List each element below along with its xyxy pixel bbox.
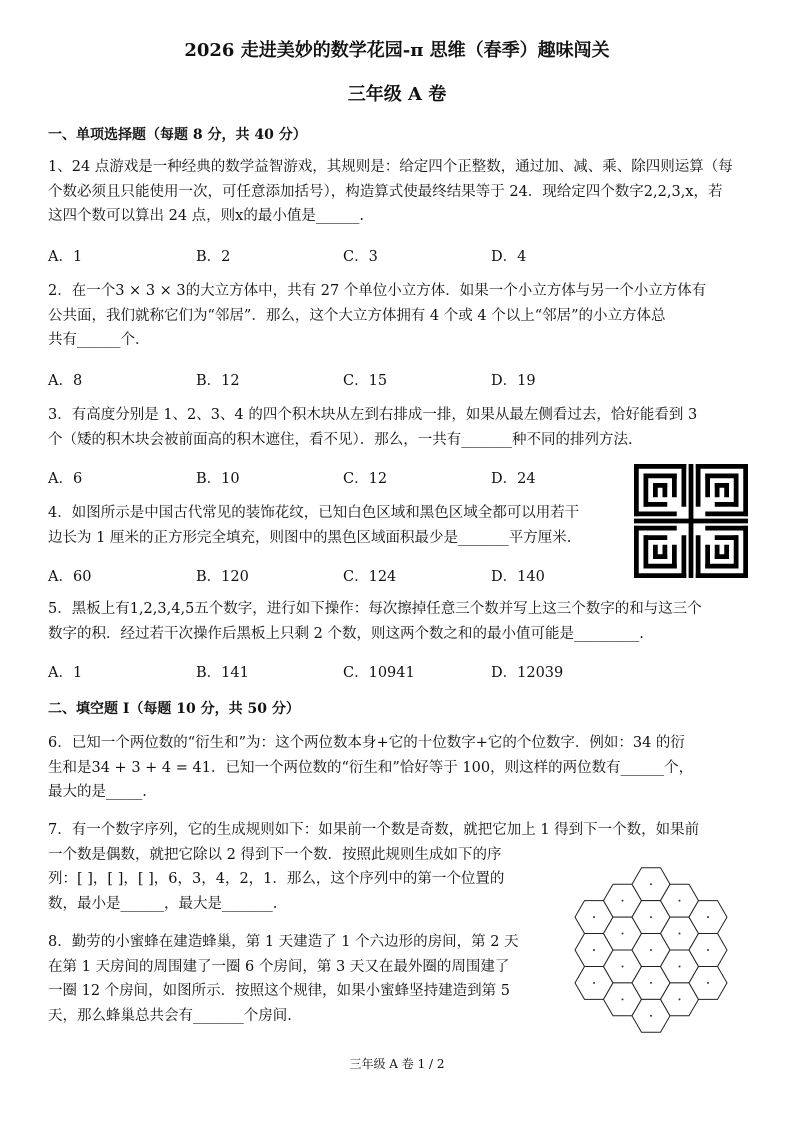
q1-option-b: B．2 [196, 249, 231, 265]
q5-option-d: D．12039 [491, 665, 564, 681]
q3-line-1: 3．有高度分别是 1、2、3、4 的四个积木块从左到右排成一排，如果从最左侧看过去，恰好能看到 3 [48, 407, 698, 423]
question-2 [48, 279, 706, 353]
honeycomb-cell-mark [679, 900, 681, 902]
q3-line-2: 个（矮的积木块会被前面高的积木遮住，看不见）．那么，一共有_______种不同的排列方法. [48, 431, 633, 448]
q7-line-4: 数，最小是______，最大是_______. [48, 895, 278, 912]
honeycomb-cell-mark [707, 949, 709, 951]
honeycomb-cell-mark [622, 900, 624, 902]
page-title: 2026 走进美妙的数学花园-π 思维（春季）趣味闯关 [184, 40, 610, 61]
q5-option-c: C．10941 [343, 665, 415, 681]
honeycomb-cell-mark [707, 982, 709, 984]
q3-option-d: D．24 [491, 471, 536, 487]
q8-line-1: 8．勤劳的小蜜蜂在建造蜂巢，第 1 天建造了 1 个六边形的房间，第 2 天 [48, 934, 519, 950]
fret-pattern-figure [634, 464, 748, 578]
q1-option-a: A．1 [48, 249, 83, 265]
q5-line-1: 5．黑板上有1,2,3,4,5五个数字，进行如下操作：每次擦掉任意三个数并写上这三个数字的和与这三个 [48, 601, 702, 617]
page-subtitle: 三年级 A 卷 [347, 84, 447, 105]
q8-line-3: 一圈 12 个房间，如图所示．按照这个规律，如果小蜜蜂坚持建造到第 5 [48, 983, 511, 999]
q8-line-4: 天，那么蜂巢总共会有_______个房间. [48, 1007, 292, 1024]
q1-option-c: C．3 [343, 249, 378, 265]
question-6 [48, 731, 693, 805]
honeycomb-cell-mark [593, 949, 595, 951]
q7-line-1: 7．有一个数字序列，它的生成规则如下：如果前一个数是奇数，就把它加上 1 得到下一个数，如果前 [48, 822, 700, 838]
honeycomb-cell-mark [622, 998, 624, 1000]
q2-option-a: A．8 [48, 373, 83, 389]
honeycomb-cell-mark [650, 916, 652, 918]
question-4 [48, 501, 579, 550]
q2-option-c: C．15 [343, 373, 388, 389]
q3-option-a: A．6 [48, 471, 83, 487]
q1-option-d: D．4 [491, 249, 527, 265]
honeycomb-cell-mark [707, 916, 709, 918]
q5-option-b: B．141 [196, 665, 249, 681]
q5-line-2: 数字的积．经过若干次操作后黑板上只剩 2 个数，则这两个数之和的最小值可能是_________. [48, 625, 644, 642]
q3-option-b: B．10 [196, 471, 240, 487]
q8-line-2: 在第 1 天房间的周围建了一圈 6 个房间，第 3 天又在最外圈的周围建了 [48, 958, 510, 975]
honeycomb-cell-mark [622, 933, 624, 935]
honeycomb-cell-mark [650, 1015, 652, 1017]
section-heading-1: 一、单项选择题（每题 8 分，共 40 分） [48, 127, 307, 143]
q2-option-d: D．19 [491, 373, 536, 389]
q6-line-3: 最大的是_____. [48, 784, 147, 800]
honeycomb-cell-mark [622, 966, 624, 968]
honeycomb-cell-mark [593, 916, 595, 918]
q7-line-3: 列：[ ]，[ ]，[ ]，6，3，4，2，1．那么，这个序列中的第一个位置的 [48, 871, 505, 887]
honeycomb-cell-mark [679, 998, 681, 1000]
q4-option-c: C．124 [343, 569, 397, 585]
q1-line-2: 个数必须且只能使用一次，可任意添加括号），构造算式使最终结果等于 24．现给定四个数字2,2,3,x，若 [48, 183, 723, 200]
q2-line-3: 共有______个． [48, 332, 150, 348]
page-number: 三年级 A 卷 1 / 2 [349, 1057, 445, 1071]
q3-option-c: C．12 [343, 471, 388, 487]
question-8 [48, 930, 519, 1028]
q6-line-2: 生和是34 + 3 + 4 = 41．已知一个两位数的“衍生和”恰好等于 100，则这样的两位数有______个， [48, 759, 694, 776]
q2-option-b: B．12 [196, 373, 240, 389]
q4-line-2: 边长为 1 厘米的正方形完全填充，则图中的黑色区域面积最少是_______平方厘米. [48, 529, 572, 546]
q4-line-1: 4．如图所示是中国古代常见的装饰花纹，已知白色区域和黑色区域全都可以用若干 [48, 505, 580, 521]
q6-line-1: 6．已知一个两位数的“衍生和”为：这个两位数本身+它的十位数字+它的个位数字．例如：34 的衍 [48, 735, 685, 751]
honeycomb-figure [558, 855, 744, 1045]
section-heading-2: 二、填空题 I（每题 10 分，共 50 分） [48, 701, 300, 717]
honeycomb-cell-mark [679, 933, 681, 935]
honeycomb-cell-mark [593, 982, 595, 984]
q7-line-2: 一个数是偶数，就把它除以 2 得到下一个数．按照此规则生成如下的序 [48, 846, 502, 863]
question-3 [48, 403, 697, 452]
q1-line-1: 1、24 点游戏是一种经典的数学益智游戏，其规则是：给定四个正整数，通过加、减、乘、除四则运算（每 [48, 159, 733, 175]
q5-option-a: A．1 [48, 665, 83, 681]
q4-option-a: A．60 [48, 569, 92, 585]
honeycomb-cell-mark [650, 982, 652, 984]
q2-line-1: 2．在一个3 × 3 × 3的大立方体中，共有 27 个单位小立方体．如果一个小立方体与另一个小立方体有 [48, 283, 707, 299]
q2-line-2: 公共面，我们就称它们为“邻居”．那么，这个大立方体拥有 4 个或 4 个以上“邻居”的小立方体总 [48, 307, 666, 324]
honeycomb-cell-mark [650, 949, 652, 951]
q4-option-d: D．140 [491, 569, 545, 585]
honeycomb-cell-mark [650, 883, 652, 885]
question-5 [48, 597, 702, 646]
question-1 [48, 155, 733, 229]
q4-option-b: B．120 [196, 569, 249, 585]
honeycomb-cell-mark [679, 966, 681, 968]
q1-line-3: 这四个数可以算出 24 点，则x的最小值是______. [48, 208, 364, 224]
